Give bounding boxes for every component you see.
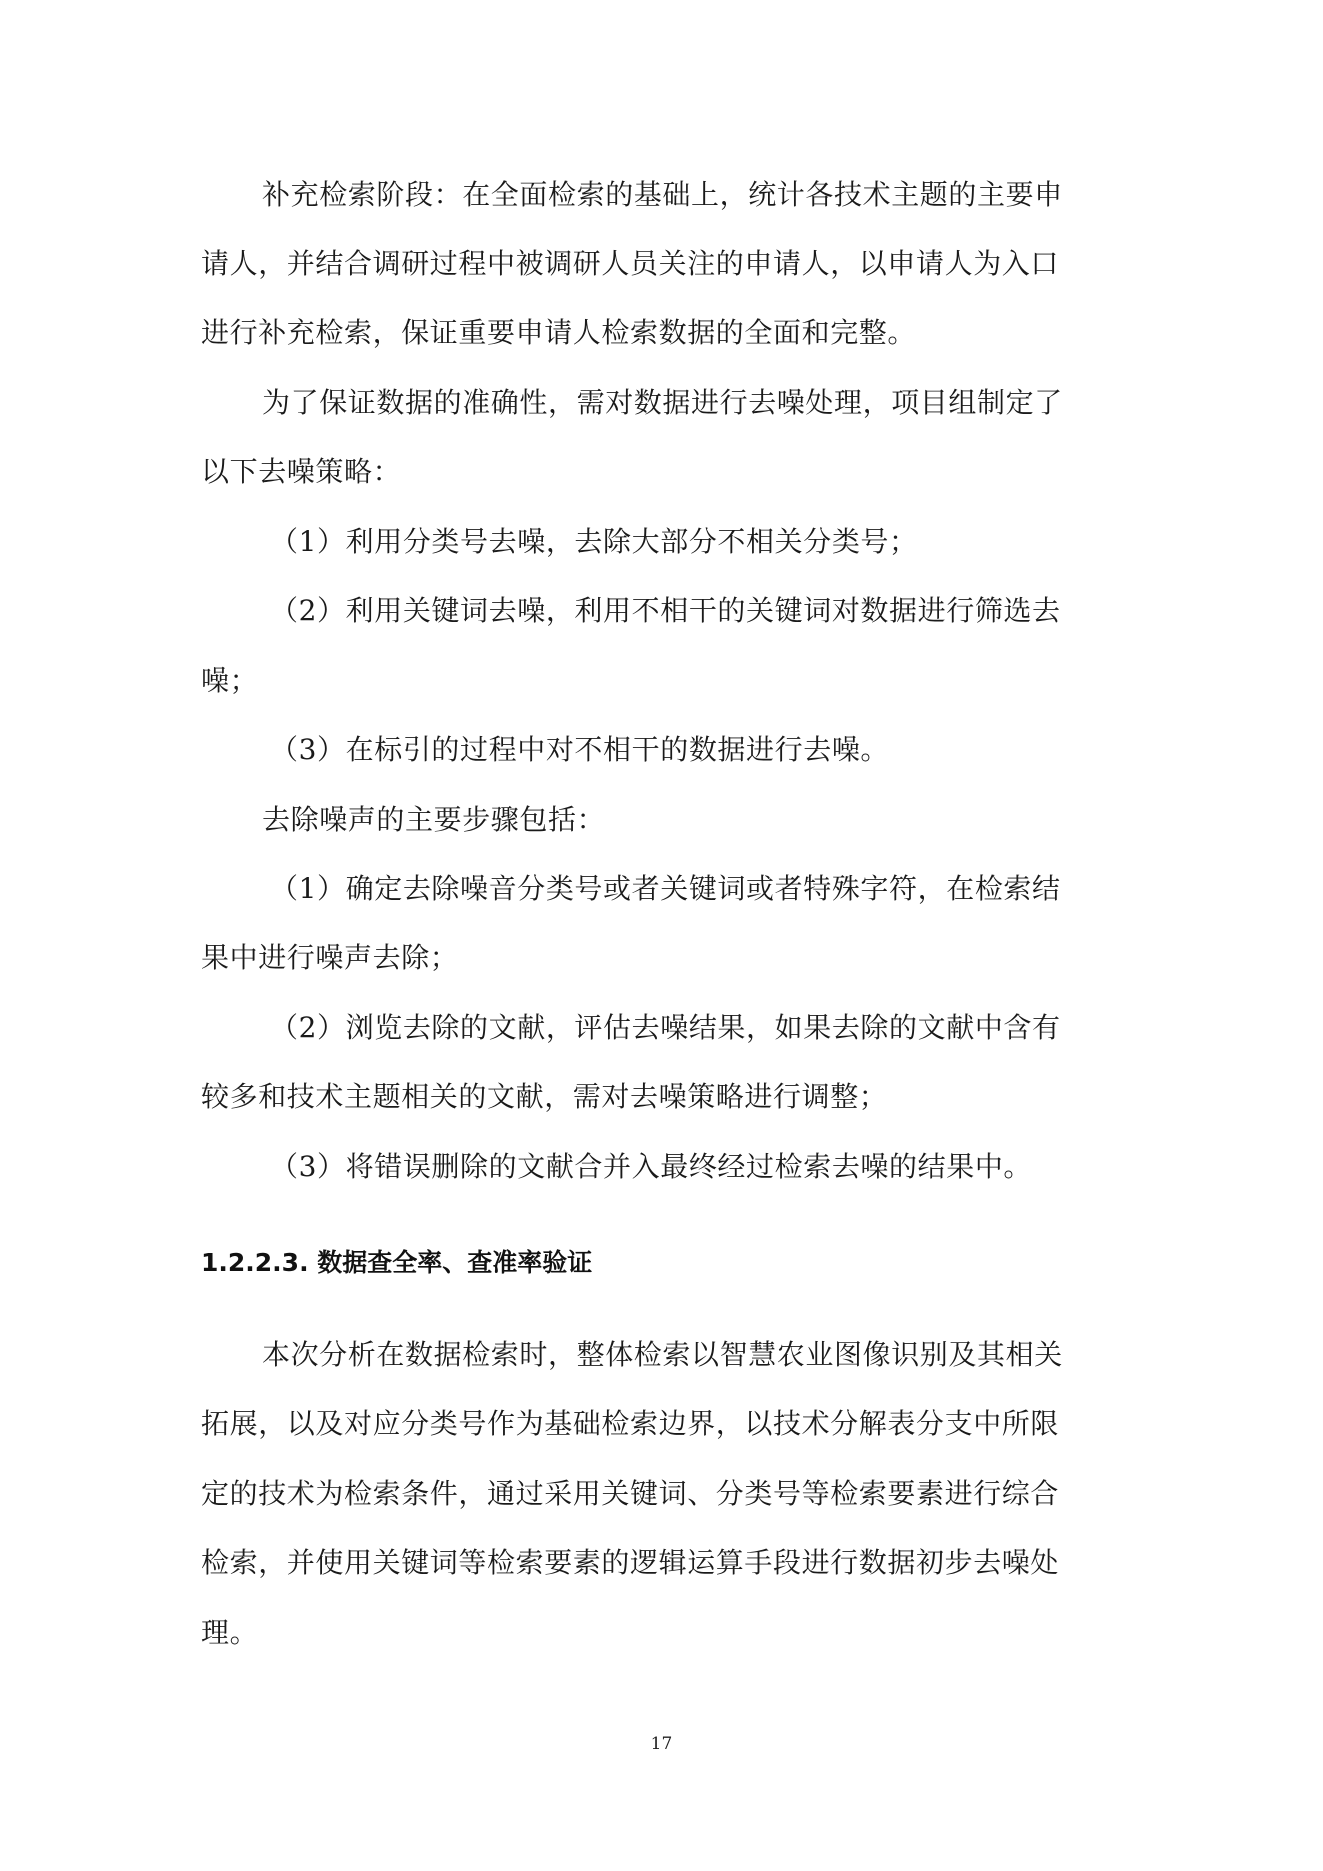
paragraph-line: 本次分析在数据检索时，整体检索以智慧农业图像识别及其相关 [262,1338,1063,1371]
paragraph-line: 去除噪声的主要步骤包括： [262,803,606,836]
page-number: 17 [650,1734,673,1754]
list-item: （3）在标引的过程中对不相干的数据进行去噪。 [270,733,890,766]
paragraph-line: 请人，并结合调研过程中被调研人员关注的申请人，以申请人为入口 [201,247,1060,280]
paragraph-line: 较多和技术主题相关的文献，需对去噪策略进行调整； [201,1080,888,1113]
paragraph-line: 检索，并使用关键词等检索要素的逻辑运算手段进行数据初步去噪处 [201,1546,1060,1579]
list-item: （1）确定去除噪音分类号或者关键词或者特殊字符，在检索结 [270,872,1061,905]
list-item: （3）将错误删除的文献合并入最终经过检索去噪的结果中。 [270,1150,1033,1183]
list-item: （2）利用关键词去噪，利用不相干的关键词对数据进行筛选去 [270,594,1061,627]
list-item: （2）浏览去除的文献，评估去噪结果，如果去除的文献中含有 [270,1011,1061,1044]
paragraph-line: 为了保证数据的准确性，需对数据进行去噪处理，项目组制定了 [262,386,1063,419]
list-item: （1）利用分类号去噪，去除大部分不相关分类号； [270,525,918,558]
paragraph-line: 进行补充检索，保证重要申请人检索数据的全面和完整。 [201,316,917,349]
paragraph-line: 理。 [201,1616,259,1649]
paragraph-line: 补充检索阶段：在全面检索的基础上，统计各技术主题的主要申 [262,178,1063,211]
paragraph-line: 定的技术为检索条件，通过采用关键词、分类号等检索要素进行综合 [201,1477,1060,1510]
paragraph-line: 噪； [201,664,259,697]
section-heading: 1.2.2.3. 数据查全率、查准率验证 [201,1248,593,1277]
paragraph-line: 果中进行噪声去除； [201,941,459,974]
paragraph-line: 以下去噪策略： [201,455,402,488]
paragraph-line: 拓展，以及对应分类号作为基础检索边界，以技术分解表分支中所限 [201,1407,1060,1440]
